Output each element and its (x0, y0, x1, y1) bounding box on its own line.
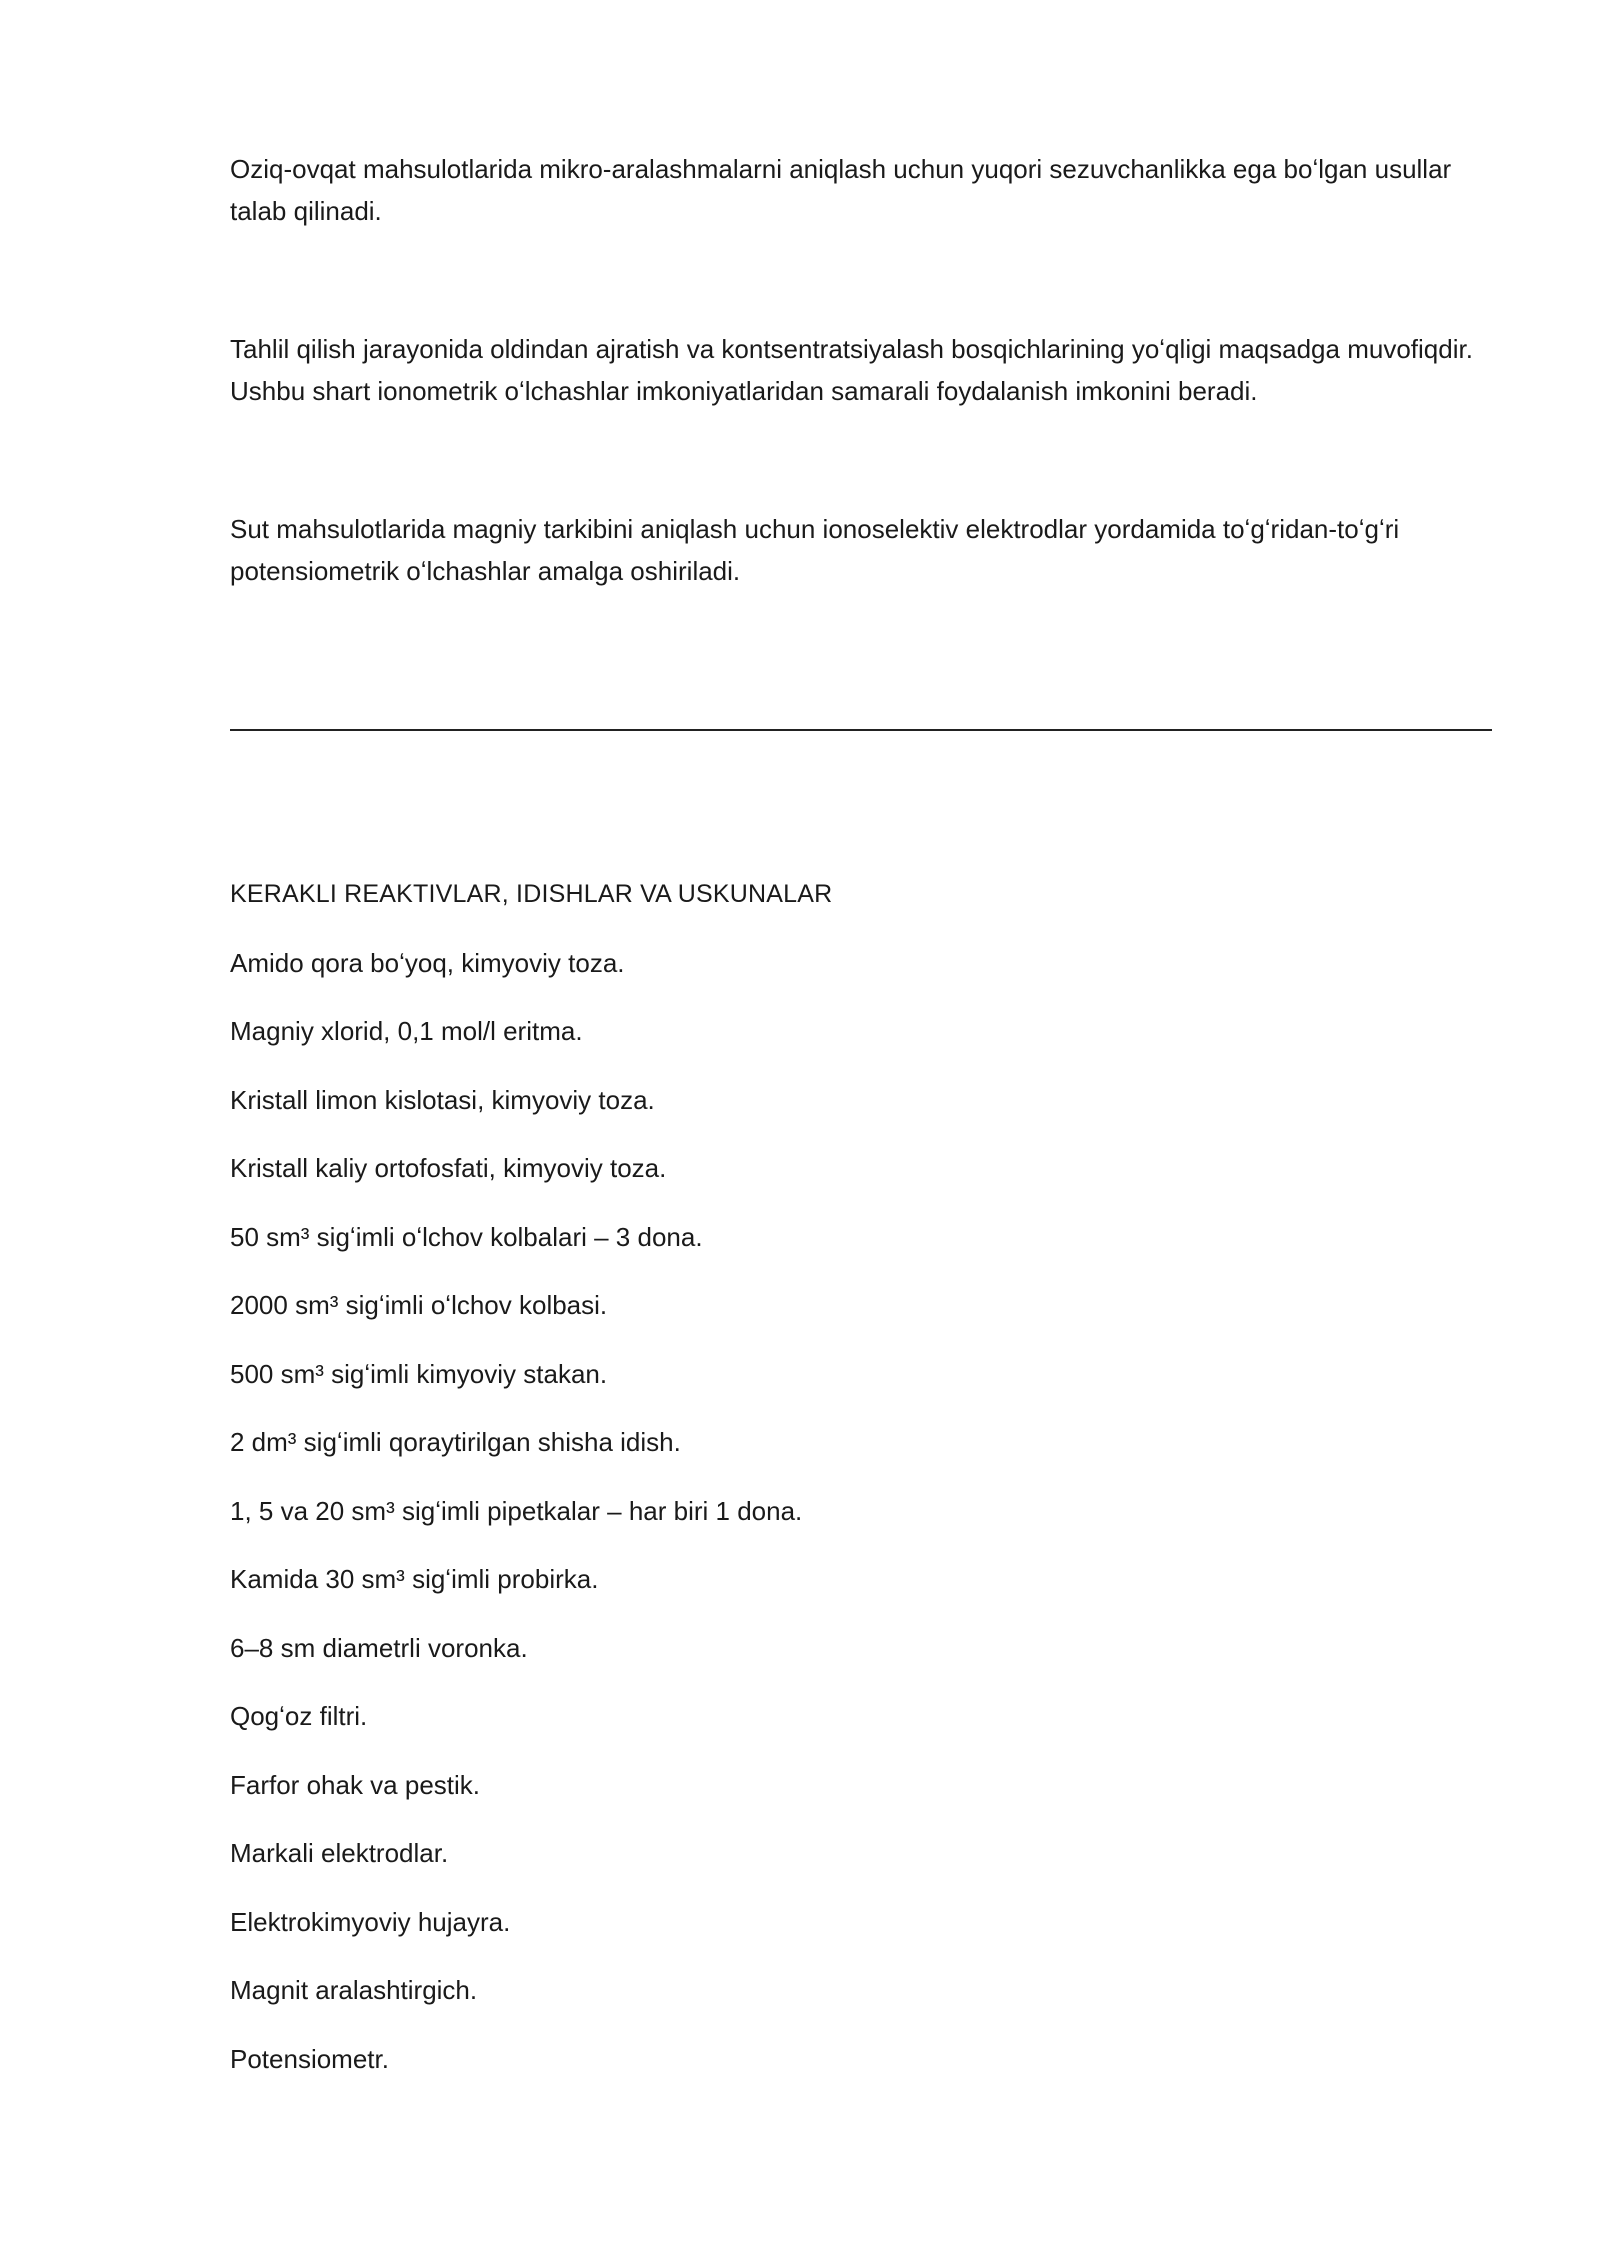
equipment-list (230, 939, 1492, 2104)
list-item: 500 sm³ sigʻimli kimyoviy stakan. (230, 1358, 608, 1389)
list-item: Kamida 30 sm³ sigʻimli probirka. (230, 1564, 599, 1594)
paragraph-1: Oziq-ovqat mahsulotlarida mikro-aralashmalarni aniqlash uchun yuqori sezuvchanlikka ega boʻlgan usullar talab qilinadi. (230, 154, 1452, 226)
list-item: 2 dm³ sigʻimli qoraytirilgan shisha idish. (230, 1427, 681, 1457)
list-item: 50 sm³ sigʻimli oʻlchov kolbalari – 3 dona. (230, 1221, 703, 1252)
list-item: Magnit aralashtirgich. (230, 1975, 478, 2005)
section-heading: KERAKLI REAKTIVLAR, IDISHLAR VA USKUNALAR (230, 880, 833, 908)
list-item: Kristall limon kislotasi, kimyoviy toza. (230, 1084, 655, 1115)
list-item: Qogʻoz filtri. (230, 1701, 368, 1731)
list-item: Amido qora boʻyoq, kimyoviy toza. (230, 947, 625, 978)
list-item: 1, 5 va 20 sm³ sigʻimli pipetkalar – har biri 1 dona. (230, 1495, 803, 1526)
paragraph-3: Sut mahsulotlarida magniy tarkibini aniqlash uchun ionoselektiv elektrodlar yordamida toʻgʻridan-toʻgʻri potensiometrik oʻlchashlar amalga oshiriladi. (230, 514, 1400, 586)
list-item: Kristall kaliy ortofosfati, kimyoviy toza. (230, 1153, 667, 1183)
equipment-section (230, 870, 1492, 2103)
list-item: 6–8 sm diametrli voronka. (230, 1632, 528, 1663)
intro-text (230, 148, 1492, 592)
list-item: Markali elektrodlar. (230, 1838, 449, 1868)
list-item: Potensiometr. (230, 2043, 389, 2074)
list-item: Magniy xlorid, 0,1 mol/l eritma. (230, 1016, 583, 1046)
paragraph-2: Tahlil qilish jarayonida oldindan ajratish va kontsentratsiyalash bosqichlarining yoʻqligi maqsadga muvofiqdir. Ushbu shart ionometrik oʻlchashlar imkoniyatlaridan samarali foydalanish imkonini beradi. (230, 334, 1473, 406)
list-item: 2000 sm³ sigʻimli oʻlchov kolbasi. (230, 1290, 608, 1320)
list-item: Farfor ohak va pestik. (230, 1769, 480, 1800)
list-item: Elektrokimyoviy hujayra. (230, 1906, 511, 1937)
horizontal-divider (230, 729, 1492, 731)
